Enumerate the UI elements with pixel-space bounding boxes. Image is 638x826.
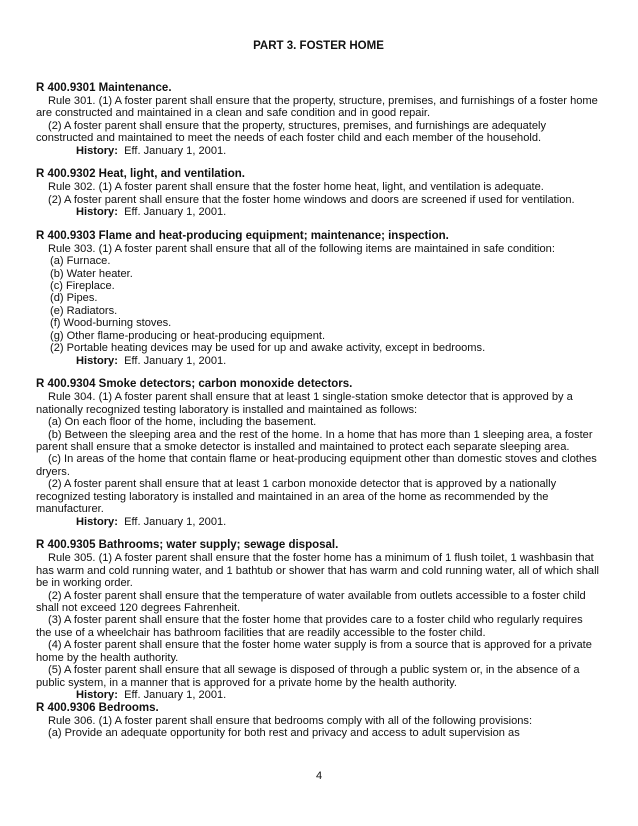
history-text: Eff. January 1, 2001. [124,689,227,702]
rule-section [36,539,601,701]
rule-paragraph: (4) A foster parent shall ensure that the foster home water supply is from a source that is approved for a private home by the health authority. [36,639,592,664]
rule-heading: R 400.9301 Maintenance. [36,82,172,94]
history-label: History: [76,354,118,367]
rule-section [36,378,601,528]
rule-history [36,689,601,701]
rule-heading: R 400.9302 Heat, light, and ventilation. [36,168,245,181]
rule-paragraph: (a) On each floor of the home, including the basement. [48,416,317,429]
list-item: (g) Other flame-producing or heat-producing equipment. [50,329,326,342]
list-item: (e) Radiators. [50,304,118,317]
document-page [36,40,601,750]
rule-paragraph: (2) A foster parent shall ensure that the foster home windows and doors are screened if used for ventilation. [48,193,575,206]
part-title: PART 3. FOSTER HOME [253,40,384,52]
history-label: History: [76,515,118,528]
rule-paragraph: (2) A foster parent shall ensure that at least 1 carbon monoxide detector that is approved by a nationally recognized testing laboratory is installed and maintained in an area of the home as recommended by the manufacturer. [36,478,557,516]
rule-paragraph: (a) Provide an adequate opportunity for both rest and privacy and access to adult supervision as [48,727,520,740]
rule-paragraph: (b) Between the sleeping area and the rest of the home. In a home that has more than 1 sleeping area, a foster parent shall ensure that a smoke detector is installed and maintained to protect each separate sleeping area. [36,428,593,453]
rule-history [36,355,601,367]
rule-heading: R 400.9305 Bathrooms; water supply; sewage disposal. [36,539,339,552]
rule-heading: R 400.9304 Smoke detectors; carbon monoxide detectors. [36,378,353,391]
rule-paragraph: (5) A foster parent shall ensure that all sewage is disposed of through a public system or, in the absence of a public system, in a manner that is approved for a private home by the health authority. [36,664,580,689]
rule-heading: R 400.9303 Flame and heat-producing equipment; maintenance; inspection. [36,229,449,242]
rule-section [36,230,601,368]
list-item: (f) Wood-burning stoves. [50,317,172,330]
rule-section [36,82,601,157]
rule-paragraph: Rule 301. (1) A foster parent shall ensure that the property, structure, premises, and furnishings of a foster home are constructed and maintained in a clean and safe condition and in good repair. [36,95,598,120]
history-label: History: [76,689,118,702]
history-text: Eff. January 1, 2001. [124,144,227,157]
list-item: (a) Furnace. [50,255,111,268]
rule-heading: R 400.9306 Bedrooms. [36,701,159,714]
rule-history [36,145,601,157]
list-item: (c) Fireplace. [50,279,115,292]
history-text: Eff. January 1, 2001. [124,354,227,367]
history-text: Eff. January 1, 2001. [124,206,227,219]
rule-paragraph: (c) In areas of the home that contain flame or heat-producing equipment other than domestic stoves and clothes dryers. [36,453,597,478]
rule-paragraph: Rule 305. (1) A foster parent shall ensure that the foster home has a minimum of 1 flush toilet, 1 washbasin that has warm and cold running water, and 1 bathtub or shower that has warm and cold running water, all of which shall be in working order. [36,552,600,590]
history-label: History: [76,206,118,219]
rule-history [36,516,601,528]
rule-section [36,702,601,740]
rule-paragraph: (2) A foster parent shall ensure that the property, structures, premises, and furnishings are adequately constructed and maintained to meet the needs of each foster child and each member of the household. [36,119,547,145]
rule-section [36,168,601,218]
rule-paragraph: Rule 304. (1) A foster parent shall ensure that at least 1 single-station smoke detector that is approved by a nationally recognized testing laboratory is installed and maintained as follows: [36,391,573,416]
rule-paragraph: Rule 306. (1) A foster parent shall ensure that bedrooms comply with all of the following provisions: [48,714,533,727]
rule-paragraph: (3) A foster parent shall ensure that the foster home that provides care to a foster child who regularly requires the use of a wheelchair has bathroom facilities that are readily accessible to the foster child. [36,614,583,639]
rule-paragraph: Rule 302. (1) A foster parent shall ensure that the foster home heat, light, and ventilation is adequate. [48,181,544,194]
list-item: (d) Pipes. [50,292,98,305]
rule-paragraph: Rule 303. (1) A foster parent shall ensure that all of the following items are maintained in safe condition: [48,242,555,255]
page-number: 4 [315,770,323,782]
list-item: (b) Water heater. [50,267,133,280]
rule-paragraph: (2) A foster parent shall ensure that the temperature of water available from outlets accessible to a foster child shall not exceed 120 degrees Fahrenheit. [36,589,586,614]
list-item: (2) Portable heating devices may be used for up and awake activity, except in bedrooms. [50,342,486,355]
rule-history [36,206,601,218]
history-label: History: [76,144,118,157]
history-text: Eff. January 1, 2001. [124,515,227,528]
